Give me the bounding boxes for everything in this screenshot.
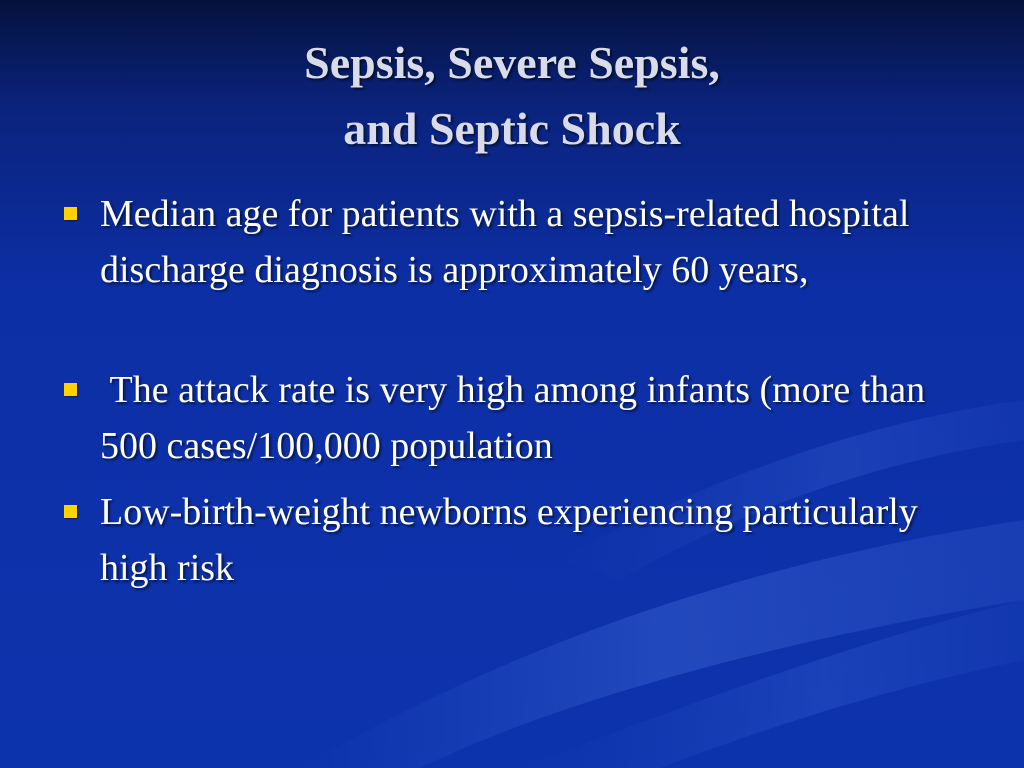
slide-title-line-2: and Septic Shock [343,103,681,154]
bullet-text: Median age for patients with a sepsis-related hospital discharge diagnosis is approximately 60 years, [100,193,910,291]
square-bullet-icon [64,505,77,518]
square-bullet-icon [64,383,77,396]
bullet-text: Low-birth-weight newborns experiencing particularly high risk [100,491,918,589]
bullet-list [60,186,980,596]
slide-title-line-1: Sepsis, Severe Sepsis, [304,37,720,88]
bullet-item-attack-rate [60,362,980,474]
bullet-item-low-birth-weight [60,484,980,596]
bullet-text: The attack rate is very high among infants (more than 500 cases/100,000 population [100,369,935,467]
square-bullet-icon [64,207,77,220]
bullet-item-median-age [60,186,980,298]
slide-title [0,30,1024,162]
